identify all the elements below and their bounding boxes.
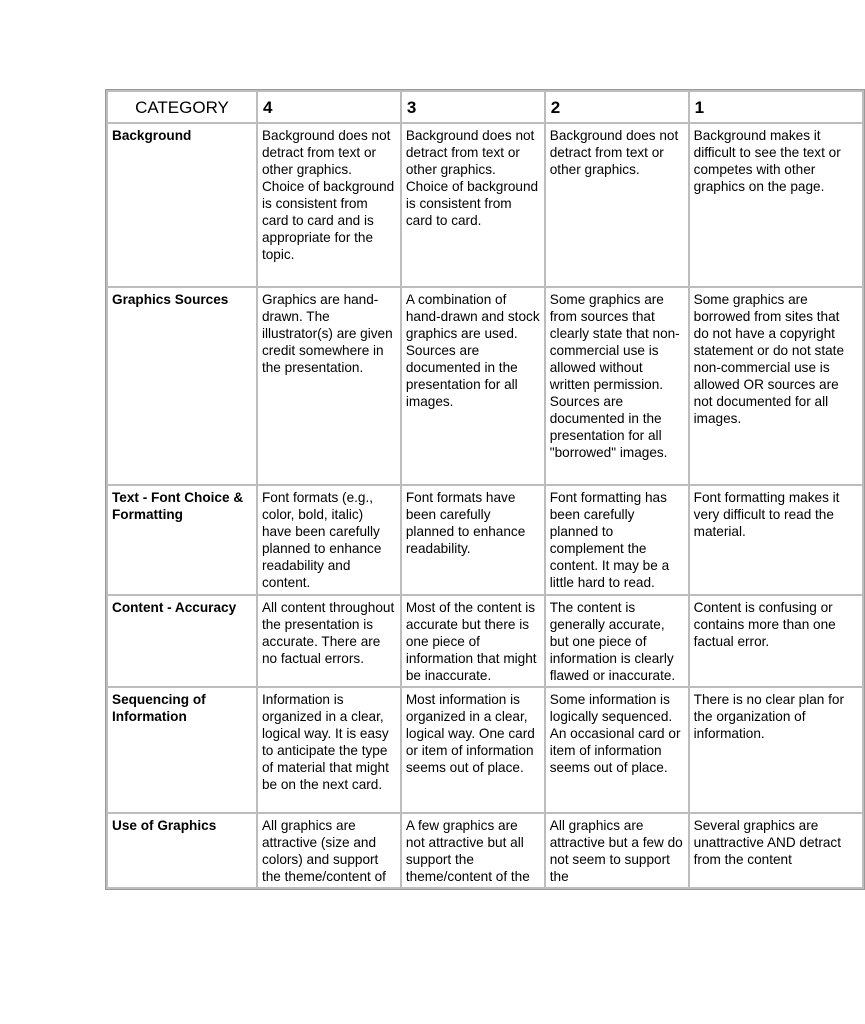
cell-level-4: All content throughout the presentation is accurate. There are no factual errors. (258, 596, 400, 686)
cell-level-2: Font formatting has been carefully planned to complement the content. It may be a little hard to read. (546, 486, 688, 594)
table-row (108, 596, 862, 686)
cell-level-3: A few graphics are not attractive but all support the theme/content of the (402, 814, 544, 887)
cell-level-3: Most information is organized in a clear, logical way. One card or item of information seems out of place. (402, 688, 544, 812)
cell-level-2: The content is generally accurate, but one piece of information is clearly flawed or inaccurate. (546, 596, 688, 686)
cell-level-1: Background makes it difficult to see the text or competes with other graphics on the page. (690, 124, 862, 286)
cell-level-2: Some information is logically sequenced. An occasional card or item of information seems out of place. (546, 688, 688, 812)
category-label: Graphics Sources (108, 288, 256, 484)
cell-level-4: Background does not detract from text or other graphics. Choice of background is consistent from card to card and is appropriate for the topic. (258, 124, 400, 286)
table-row (108, 486, 862, 594)
rubric-table-container (105, 89, 845, 890)
cell-level-2: All graphics are attractive but a few do not seem to support the (546, 814, 688, 887)
table-row (108, 814, 862, 887)
cell-level-1: Content is confusing or contains more than one factual error. (690, 596, 862, 686)
category-label: Content - Accuracy (108, 596, 256, 686)
cell-level-3: Most of the content is accurate but there is one piece of information that might be inaccurate. (402, 596, 544, 686)
table-row (108, 688, 862, 812)
category-label: Use of Graphics (108, 814, 256, 887)
cell-level-4: Font formats (e.g., color, bold, italic) have been carefully planned to enhance readability and content. (258, 486, 400, 594)
cell-level-2: Some graphics are from sources that clearly state that non-commercial use is allowed without written permission. Sources are documented in the presentation for all "borrowed" images. (546, 288, 688, 484)
cell-level-3: A combination of hand-drawn and stock graphics are used. Sources are documented in the presentation for all images. (402, 288, 544, 484)
cell-level-1: There is no clear plan for the organization of information. (690, 688, 862, 812)
category-label: Text - Font Choice & Formatting (108, 486, 256, 594)
cell-level-1: Several graphics are unattractive AND detract from the content (690, 814, 862, 887)
cell-level-4: Information is organized in a clear, logical way. It is easy to anticipate the type of material that might be on the next card. (258, 688, 400, 812)
cell-level-1: Some graphics are borrowed from sites that do not have a copyright statement or do not state non-commercial use is allowed OR sources are not documented for all images. (690, 288, 862, 484)
cell-level-3: Background does not detract from text or other graphics. Choice of background is consistent from card to card. (402, 124, 544, 286)
cell-level-2: Background does not detract from text or other graphics. (546, 124, 688, 286)
category-label: Background (108, 124, 256, 286)
cell-level-4: All graphics are attractive (size and colors) and support the theme/content of (258, 814, 400, 887)
header-level-3: 3 (402, 92, 544, 122)
header-level-1: 1 (690, 92, 862, 122)
rubric-table (105, 89, 865, 890)
cell-level-1: Font formatting makes it very difficult to read the material. (690, 486, 862, 594)
cell-level-3: Font formats have been carefully planned to enhance readability. (402, 486, 544, 594)
header-row (108, 92, 862, 122)
cell-level-4: Graphics are hand-drawn. The illustrator(s) are given credit somewhere in the presentation. (258, 288, 400, 484)
header-level-4: 4 (258, 92, 400, 122)
header-category: CATEGORY (108, 92, 256, 122)
header-level-2: 2 (546, 92, 688, 122)
table-row (108, 288, 862, 484)
category-label: Sequencing of Information (108, 688, 256, 812)
table-row (108, 124, 862, 286)
